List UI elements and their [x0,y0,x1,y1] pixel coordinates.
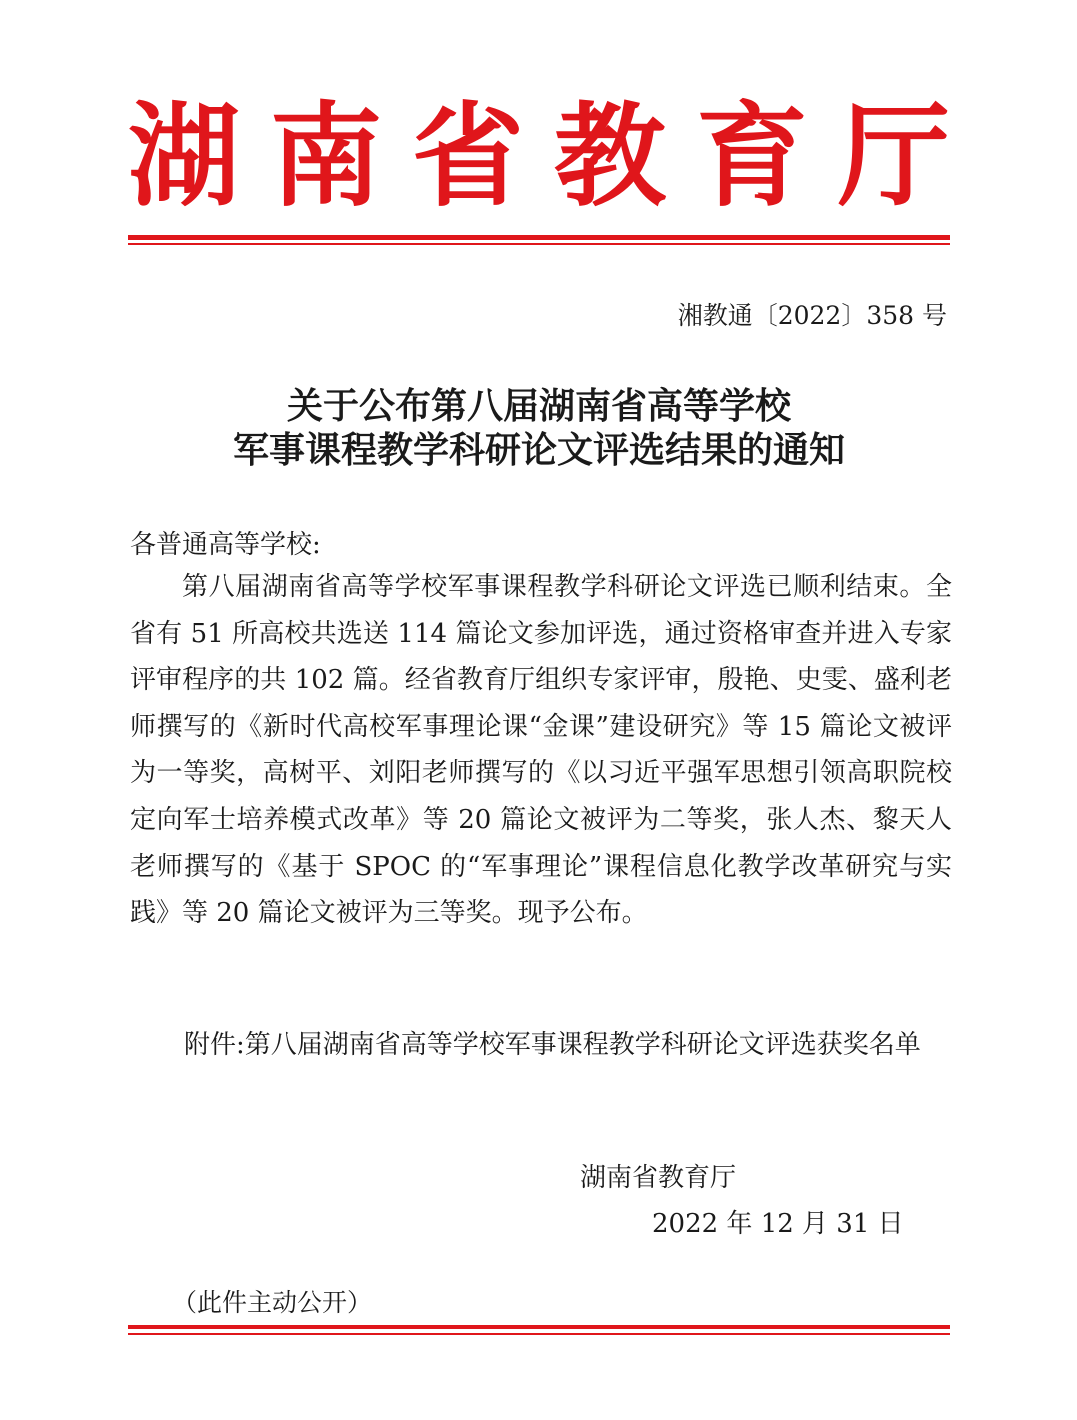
footer-divider-thin [128,1333,950,1335]
signature-date: 2022 年 12 月 31 日 [652,1209,904,1239]
notice-title-line-2: 军事课程教学科研论文评选结果的通知 [232,429,845,471]
footer-divider-thick [128,1325,950,1329]
disclosure-note: （此件主动公开） [172,1288,373,1317]
notice-title-line-1: 关于公布第八届湖南省高等学校 [286,385,791,427]
signature-issuer: 湖南省教育厅 [580,1163,737,1193]
header-divider-thin [128,243,950,245]
masthead-title: 湖南省教育厅 [128,92,950,222]
attachment-text: 第八届湖南省高等学校军事课程教学科研论文评选获奖名单 [244,1030,921,1060]
body-paragraph: 第八届湖南省高等学校军事课程教学科研论文评选已顺利结束。全省有 51 所高校共选送 114 篇论文参加评选，通过资格审查并进入专家评审程序的共 102 篇。经省教育厅组织专家评审，殷艳、史雯、盛利老师撰写的《新时代高校军事理论课“金课”建设研究》等 15 篇论文被评为一等奖，高树平、刘阳老师撰写的《以习近平强军思想引领高职院校定向军士培养模式改革》等 20 篇论文被评为二等奖，张人杰、黎天人老师撰写的《基于 SPOC 的“军事理论”课程信息化教学改革研究与实践》等 20 篇论文被评为三等奖。现予公布。 [130,572,952,929]
salutation: 各普通高等学校: [130,530,321,560]
document-number: 湘教通〔2022〕358 号 [677,301,947,330]
attachment-line [184,1022,944,1068]
header-divider-thick [128,235,950,240]
attachment-label: 附件: [184,1030,245,1060]
